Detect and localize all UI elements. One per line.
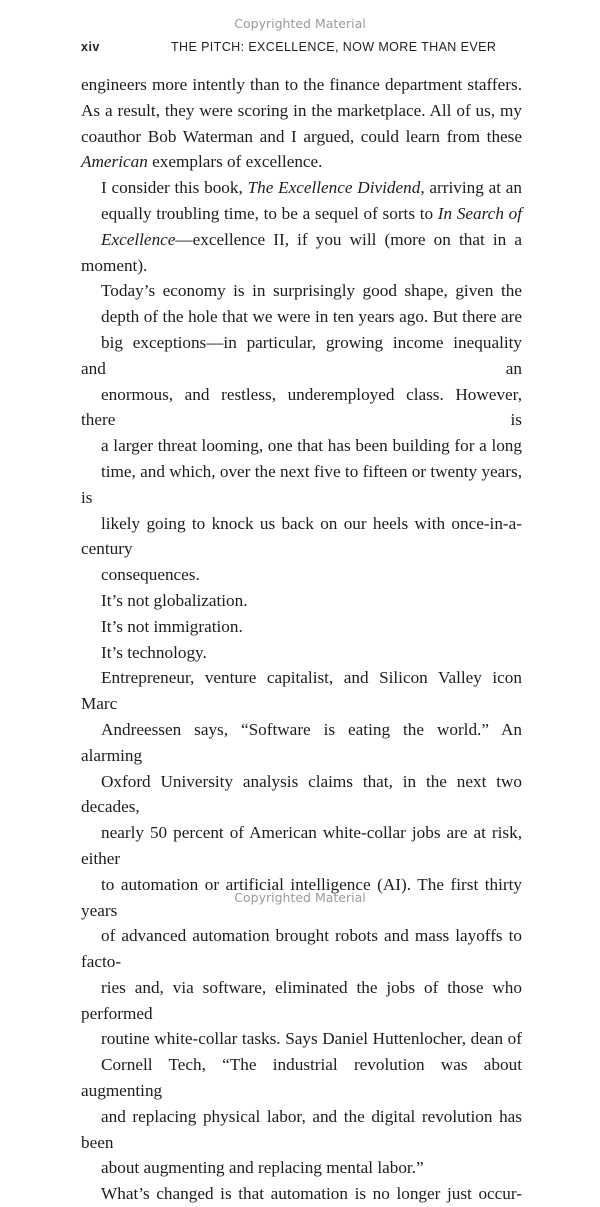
text-line: enormous, and restless, underemployed class. However, there is <box>81 384 522 430</box>
text-line <box>81 175 522 201</box>
page-number: xiv <box>81 40 100 54</box>
paragraph-3 <box>81 278 522 588</box>
text-line: likely going to knock us back on our heels with once-in-a-century <box>81 513 522 559</box>
italic-book-title: Excellence <box>101 229 176 249</box>
italic-book-title: In Search of <box>437 203 522 223</box>
text-line: coauthor Bob Waterman and I argued, could learn from these <box>81 126 522 146</box>
copyright-watermark-top: Copyrighted Material <box>234 16 366 31</box>
text-line: Cornell Tech, “The industrial revolution was about augmenting <box>81 1055 522 1101</box>
text-line: Andreessen says, “Software is eating the world.” An alarming <box>81 719 522 765</box>
body-text <box>81 72 522 1207</box>
text-line: and replacing physical labor, and the digital revolution has been <box>81 1106 522 1152</box>
paragraph-2 <box>81 175 522 278</box>
text-line: It’s not globalization. <box>101 590 248 610</box>
text-line: What’s changed is that automation is no longer just occur- <box>101 1184 522 1204</box>
text-line: As a result, they were scoring in the marketplace. All of us, my <box>81 100 522 120</box>
text-line <box>81 201 522 227</box>
text-line: engineers more intently than to the finance department staffers. <box>81 75 522 94</box>
text-line: a larger threat looming, one that has been building for a long <box>101 436 522 456</box>
text-line: nearly 50 percent of American white-collar jobs are at risk, either <box>81 823 522 868</box>
text-line <box>81 227 522 279</box>
text-fragment: I consider this book, <box>101 178 248 198</box>
chapter-running-title: THE PITCH: EXCELLENCE, NOW MORE THAN EVER <box>171 40 497 54</box>
text-line: Today’s economy is in surprisingly good shape, given the <box>101 281 522 301</box>
text-line: Oxford University analysis claims that, in the next two decades, <box>81 771 522 817</box>
paragraph-4 <box>81 588 522 614</box>
text-line: time, and which, over the next five to fifteen or twenty years, is <box>81 461 522 507</box>
text-line <box>81 149 522 175</box>
text-line: It’s technology. <box>101 642 207 662</box>
paragraph-6 <box>81 640 522 666</box>
text-line: Entrepreneur, venture capitalist, and Silicon Valley icon Marc <box>81 668 522 714</box>
text-line: big exceptions—in particular, growing income inequality and an <box>81 332 522 378</box>
text-fragment: equally troubling time, to be a sequel of sorts to <box>101 203 438 223</box>
text-fragment: exemplars of excellence. <box>147 152 323 172</box>
paragraph-1 <box>81 72 522 175</box>
text-line: of advanced automation brought robots and mass layoffs to facto- <box>81 926 522 972</box>
text-line: It’s not immigration. <box>101 616 243 636</box>
paragraph-7 <box>81 665 522 1181</box>
paragraph-8 <box>81 1181 522 1207</box>
running-header <box>81 40 521 56</box>
italic-book-title: The Excellence Dividend <box>247 178 421 198</box>
paragraph-5 <box>81 614 522 640</box>
text-line: depth of the hole that we were in ten years ago. But there are <box>101 307 522 327</box>
text-line: ries and, via software, eliminated the jobs of those who performed <box>81 977 522 1023</box>
text-line: to automation or artificial intelligence (AI). The first thirty years <box>81 874 522 920</box>
text-fragment: —excellence II, if you will (more on that in a moment). <box>81 229 522 275</box>
text-fragment: , arriving at an <box>420 178 522 198</box>
text-line: consequences. <box>101 565 200 585</box>
copyright-watermark-bottom: Copyrighted Material <box>234 890 366 905</box>
text-line: about augmenting and replacing mental labor.” <box>101 1158 424 1178</box>
italic-text: American <box>81 152 148 172</box>
text-line: routine white-collar tasks. Says Daniel Huttenlocher, dean of <box>101 1029 522 1049</box>
